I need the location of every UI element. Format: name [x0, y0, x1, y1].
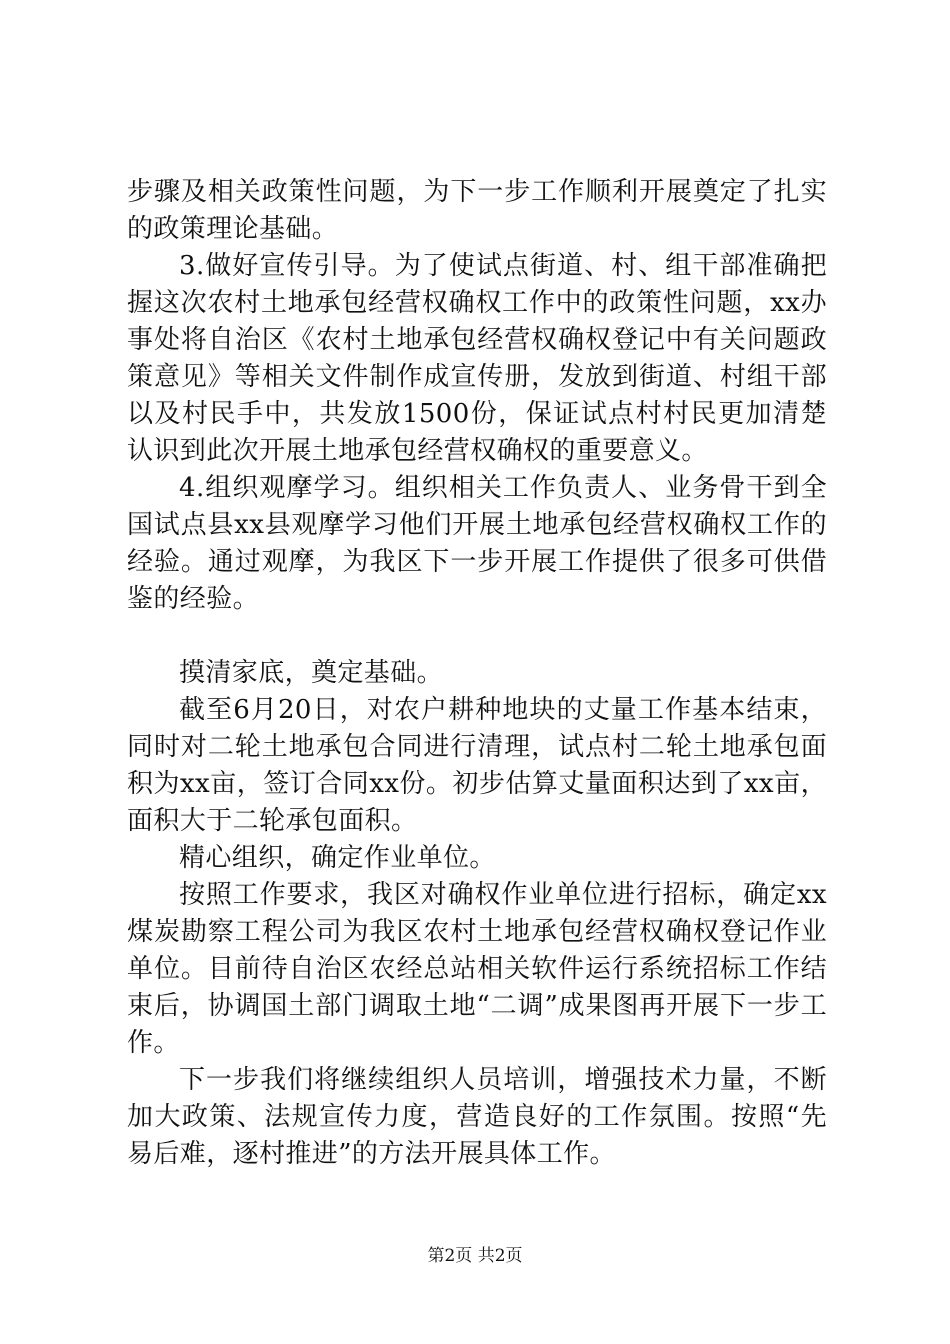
paragraph-1: 步骤及相关政策性问题，为下一步工作顺利开展奠定了扎实的政策理论基础。	[127, 177, 827, 244]
paragraph-8: 下一步我们将继续组织人员培训，增强技术力量，不断加大政策、法规宣传力度，营造良好的工作氛围。按照“先易后难，逐村推进”的方法开展具体工作。	[127, 1065, 827, 1169]
document-body	[127, 174, 827, 1173]
page-footer: 第2页 共2页	[427, 1246, 523, 1266]
paragraph-4: 摸清家底，奠定基础。	[179, 658, 444, 688]
paragraph-5: 截至6月20日，对农户耕种地块的丈量工作基本结束，同时对二轮土地承包合同进行清理，试点村二轮土地承包面积为xx亩，签订合同xx份。初步估算丈量面积达到了xx亩，面积大于二轮承包面积。	[127, 695, 827, 836]
paragraph-7: 按照工作要求，我区对确权作业单位进行招标，确定xx煤炭勘察工程公司为我区农村土地承包经营权确权登记作业单位。目前待自治区农经总站相关软件运行系统招标工作结束后，协调国土部门调取土地“二调”成果图再开展下一步工作。	[127, 880, 827, 1058]
paragraph-gap	[127, 618, 827, 655]
paragraph-2: 3.做好宣传引导。为了使试点街道、村、组干部准确把握这次农村土地承包经营权确权工作中的政策性问题，xx办事处将自治区《农村土地承包经营权确权登记中有关问题政策意见》等相关文件制作成宣传册，发放到街道、村组干部以及村民手中，共发放1500份，保证试点村村民更加清楚认识到此次开展土地承包经营权确权的重要意义。	[127, 251, 827, 466]
paragraph-3: 4.组织观摩学习。组织相关工作负责人、业务骨干到全国试点县xx县观摩学习他们开展土地承包经营权确权工作的经验。通过观摩，为我区下一步开展工作提供了很多可供借鉴的经验。	[127, 473, 827, 614]
paragraph-6: 精心组织，确定作业单位。	[179, 843, 496, 873]
